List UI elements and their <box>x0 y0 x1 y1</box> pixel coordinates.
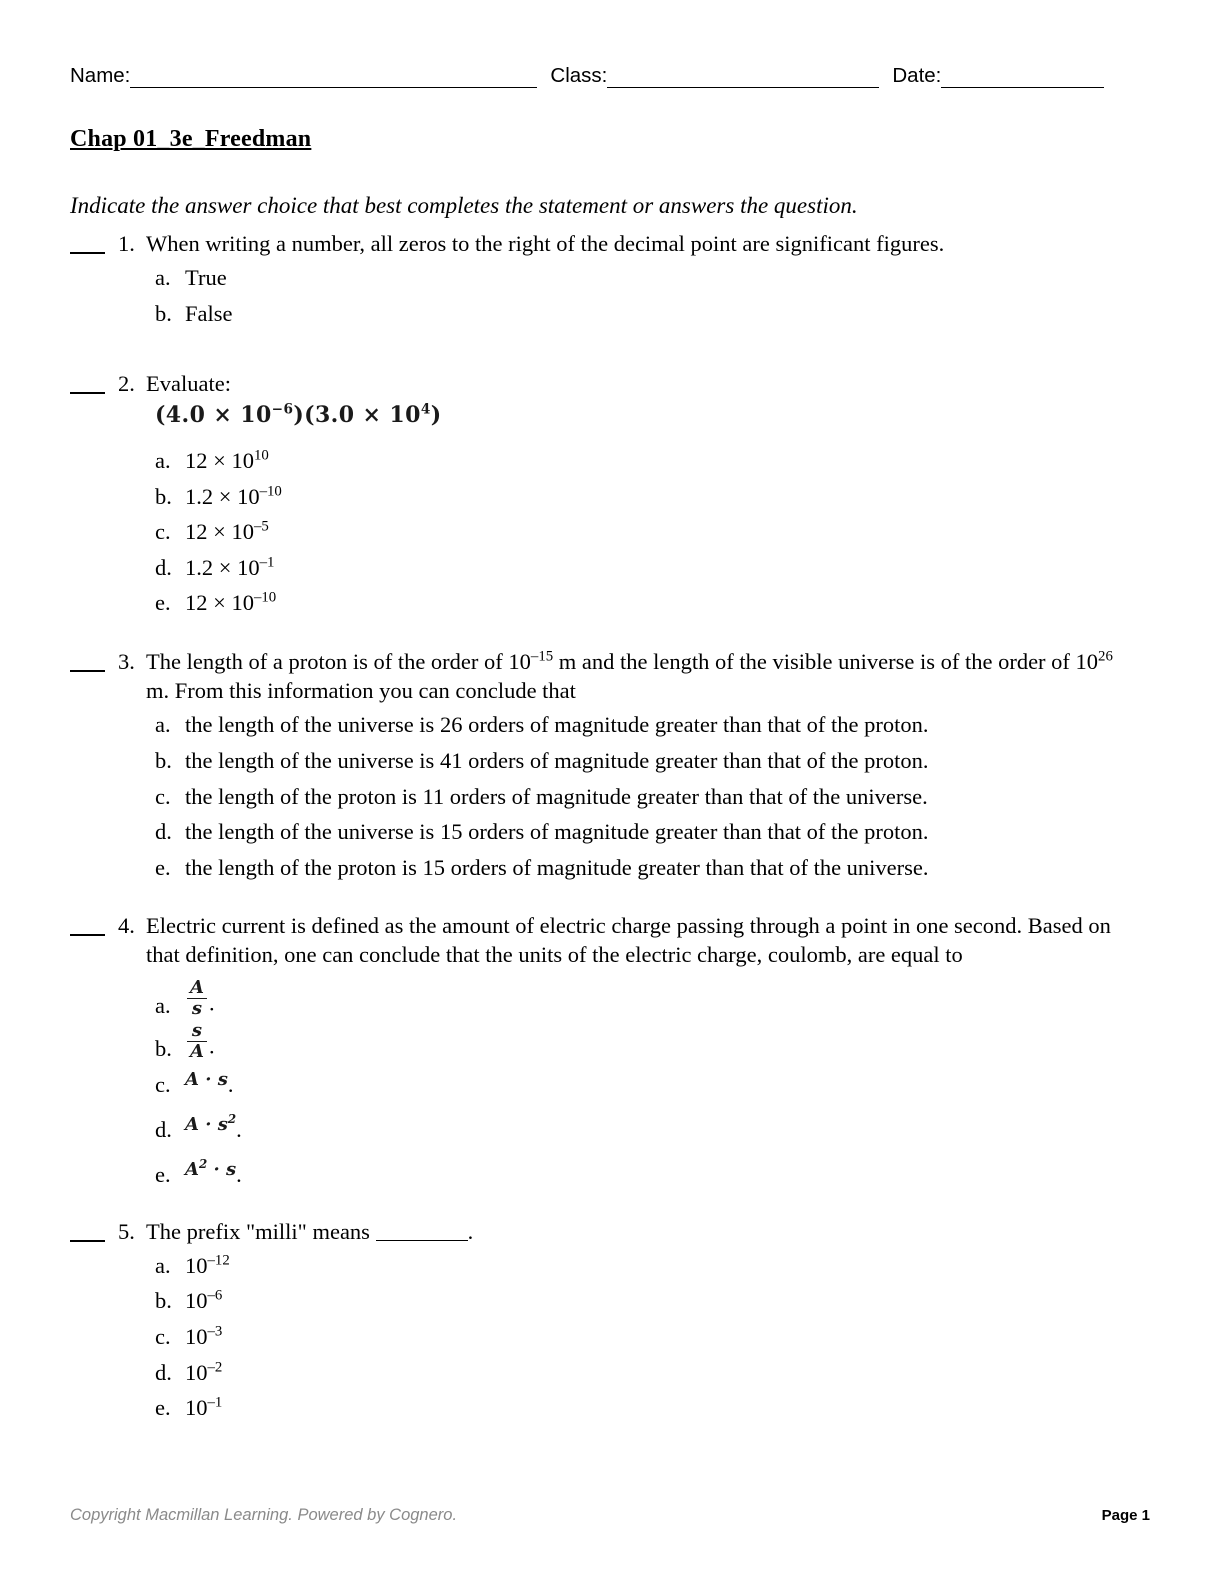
question-5 <box>70 1217 1125 1426</box>
choice-2e[interactable] <box>155 585 1125 621</box>
choice-5b-base: 10 <box>185 1288 208 1314</box>
instruction-text: Indicate the answer choice that best completes the statement or answers the question. <box>70 193 858 218</box>
question-list <box>70 229 1125 1426</box>
page-footer <box>70 1506 1150 1525</box>
choice-2d[interactable] <box>155 550 1125 586</box>
name-label: Name: <box>70 64 131 87</box>
choice-4a-dot: . <box>208 990 215 1016</box>
choice-4a-letter: a. <box>155 992 171 1018</box>
choice-5d-base: 10 <box>185 1359 208 1385</box>
question-2-head <box>70 369 1125 398</box>
q2-expr-exp2: 4 <box>420 401 431 418</box>
choice-2d-value <box>185 550 1125 586</box>
q2-expr-exp1: −6 <box>271 401 294 418</box>
q3-exp1: –15 <box>530 648 554 665</box>
question-2 <box>70 369 1125 621</box>
choice-3d-letter: d. <box>155 819 172 845</box>
choice-2a[interactable] <box>155 443 1125 479</box>
choice-2b[interactable] <box>155 479 1125 515</box>
choice-4a-numerator: A <box>187 979 207 999</box>
q2-expr-open: (4.0 × 10 <box>155 401 272 428</box>
question-3-choices <box>155 707 1125 885</box>
choice-4e-value <box>185 1152 1125 1197</box>
choice-3c[interactable] <box>155 779 1125 815</box>
choice-2c-value <box>185 514 1125 550</box>
choice-3c-text: the length of the proton is 11 orders of magnitude greater than that of the universe. <box>185 783 928 809</box>
page-number: Page 1 <box>1101 1507 1150 1524</box>
q2-expr-close: ) <box>430 401 442 428</box>
choice-5c-base: 10 <box>185 1324 208 1349</box>
question-5-head <box>70 1217 1125 1246</box>
choice-5e-value <box>185 1390 1125 1426</box>
gap-3 <box>70 885 1125 911</box>
question-4-choices <box>155 976 1125 1197</box>
choice-3b-letter: b. <box>155 747 172 773</box>
choice-2c[interactable] <box>155 514 1125 550</box>
choice-4e-base-b: · s <box>207 1158 237 1180</box>
choice-5d-exp: –2 <box>207 1359 223 1376</box>
choice-4d-base: A · s <box>185 1113 228 1135</box>
question-4-number: 4. <box>118 913 135 939</box>
choice-2c-letter: c. <box>155 519 171 545</box>
question-2-expression <box>155 401 1125 430</box>
choice-2b-letter: b. <box>155 483 172 509</box>
class-input-rule[interactable] <box>607 68 879 88</box>
choice-2e-base: 12 × 10 <box>185 590 254 616</box>
choice-5c-letter: c. <box>155 1324 171 1349</box>
answer-blank-2[interactable] <box>70 375 105 394</box>
student-info-header <box>70 66 1150 88</box>
choice-1a-letter: a. <box>155 265 171 291</box>
choice-5e-letter: e. <box>155 1395 171 1421</box>
question-5-number: 5. <box>118 1218 135 1244</box>
question-1-text: When writing a number, all zeros to the right of the decimal point are significant figures. <box>146 231 945 256</box>
choice-5b[interactable] <box>155 1283 1125 1319</box>
choice-3a-letter: a. <box>155 712 171 738</box>
question-4-head <box>70 911 1125 970</box>
choice-4e-base-a: A <box>185 1158 199 1180</box>
choice-2e-letter: e. <box>155 590 171 616</box>
choice-2b-exp: –10 <box>259 483 282 500</box>
choice-2b-base: 1.2 × 10 <box>185 483 260 509</box>
choice-4c[interactable] <box>155 1062 1125 1107</box>
question-2-text: Evaluate: <box>146 371 231 397</box>
page-title: Chap 01_3e_Freedman <box>70 126 312 152</box>
question-2-choices <box>155 443 1125 621</box>
choice-4c-math: A · s <box>185 1068 228 1090</box>
choice-3e[interactable] <box>155 850 1125 886</box>
choice-2a-exp: 10 <box>253 447 269 464</box>
choice-3d-text: the length of the universe is 15 orders of magnitude greater than that of the proton. <box>185 819 929 845</box>
choice-4b[interactable] <box>155 1019 1125 1062</box>
choice-4d-exp: 2 <box>227 1111 237 1126</box>
choice-4b-denominator: A <box>190 1041 204 1063</box>
choice-4a-value <box>185 976 1125 1020</box>
choice-2c-base: 12 × 10 <box>185 519 254 545</box>
q5-text-after: . <box>467 1218 474 1244</box>
choice-3d[interactable] <box>155 814 1125 850</box>
gap-2 <box>70 621 1125 647</box>
choice-5e-base: 10 <box>185 1395 208 1421</box>
q5-fill-blank[interactable] <box>376 1218 468 1240</box>
choice-2e-value <box>185 585 1125 621</box>
question-4 <box>70 911 1125 1197</box>
choice-3b[interactable] <box>155 743 1125 779</box>
question-1-choices <box>155 260 1125 331</box>
answer-blank-1[interactable] <box>70 235 105 254</box>
answer-blank-4[interactable] <box>70 917 105 936</box>
choice-4a-denominator: s <box>191 998 203 1020</box>
gap-4 <box>70 1197 1125 1217</box>
copyright-notice: Copyright Macmillan Learning. Powered by Cognero. <box>70 1506 458 1524</box>
choice-4d-letter: d. <box>155 1116 172 1142</box>
choice-5c-value <box>185 1319 1125 1355</box>
q3-part2: m and the length of the visible universe is of the order of 10 <box>553 648 1099 674</box>
choice-5a-letter: a. <box>155 1252 171 1278</box>
q3-part1: The length of a proton is of the order of 10 <box>146 648 531 674</box>
choice-4e-letter: e. <box>155 1161 171 1187</box>
choice-2e-exp: –10 <box>253 589 277 606</box>
answer-blank-3[interactable] <box>70 653 105 672</box>
choice-5e[interactable] <box>155 1390 1125 1426</box>
choice-3c-letter: c. <box>155 783 171 809</box>
choice-4d[interactable] <box>155 1107 1125 1152</box>
choice-2a-letter: a. <box>155 448 171 474</box>
choice-4c-dot: . <box>227 1071 234 1097</box>
date-label: Date: <box>892 64 942 87</box>
choice-3a-text: the length of the universe is 26 orders of magnitude greater than that of the proton. <box>185 712 929 738</box>
question-1 <box>70 229 1125 331</box>
choice-4c-value <box>185 1062 1125 1107</box>
choice-2d-letter: d. <box>155 554 172 580</box>
choice-3b-text: the length of the universe is 41 orders of magnitude greater than that of the proton. <box>185 747 929 773</box>
question-5-text <box>146 1217 1125 1246</box>
choice-5b-letter: b. <box>155 1288 172 1314</box>
choice-4e[interactable] <box>155 1152 1125 1197</box>
question-5-choices <box>155 1248 1125 1426</box>
choice-5a-value <box>185 1248 1125 1284</box>
choice-2a-base: 12 × 10 <box>185 448 254 474</box>
choice-4b-value <box>185 1019 1125 1063</box>
q3-exp2: 26 <box>1098 648 1113 665</box>
choice-4d-value <box>185 1107 1125 1152</box>
choice-5c-exp: –3 <box>207 1323 223 1340</box>
gap-1 <box>70 331 1125 369</box>
q2-expr-mid: )(3.0 × 10 <box>293 401 421 428</box>
answer-blank-5[interactable] <box>70 1223 105 1242</box>
choice-4d-dot: . <box>236 1116 242 1142</box>
choice-5a-exp: –12 <box>207 1252 230 1269</box>
choice-2b-value <box>185 479 1125 515</box>
choice-1a[interactable] <box>155 260 1125 296</box>
choice-4b-numerator: s <box>187 1022 207 1042</box>
choice-1b[interactable] <box>155 296 1125 332</box>
choice-3e-letter: e. <box>155 854 171 880</box>
question-1-head <box>70 229 1125 258</box>
choice-5b-value <box>185 1283 1125 1319</box>
choice-4b-dot: . <box>208 1033 215 1059</box>
choice-4c-letter: c. <box>155 1071 171 1097</box>
choice-2c-exp: –5 <box>253 518 269 535</box>
choice-5a-base: 10 <box>185 1252 208 1278</box>
choice-5d-value <box>185 1355 1125 1391</box>
choice-4a-fraction <box>185 976 209 1020</box>
question-2-number: 2. <box>118 371 135 397</box>
question-4-text: Electric current is defined as the amount of electric charge passing through a point in one second. Based on that definition, one can conclude that the units of the electric charge, coulomb, are equal to <box>146 913 1111 968</box>
choice-1a-text: True <box>185 265 227 291</box>
choice-2d-base: 1.2 × 10 <box>185 554 260 580</box>
choice-4e-dot: . <box>236 1161 242 1187</box>
choice-4a[interactable] <box>155 976 1125 1019</box>
question-3-number: 3. <box>118 648 135 674</box>
q3-part3: m. From this information you can conclude that <box>146 678 576 704</box>
question-3 <box>70 647 1125 885</box>
choice-1b-letter: b. <box>155 300 172 326</box>
choice-5b-exp: –6 <box>207 1287 223 1304</box>
question-3-head <box>70 647 1125 706</box>
choice-5c[interactable] <box>155 1319 1125 1355</box>
choice-2a-value <box>185 443 1125 479</box>
choice-1b-text: False <box>185 300 233 326</box>
choice-5e-exp: –1 <box>207 1394 223 1411</box>
choice-5a[interactable] <box>155 1248 1125 1284</box>
choice-4e-math <box>185 1152 236 1188</box>
choice-4e-exp-a: 2 <box>198 1156 208 1171</box>
question-1-number: 1. <box>118 231 135 256</box>
name-input-rule[interactable] <box>130 68 537 88</box>
choice-2d-exp: –1 <box>259 554 275 571</box>
question-3-text <box>146 647 1125 706</box>
date-input-rule[interactable] <box>941 68 1104 88</box>
choice-5d-letter: d. <box>155 1359 172 1385</box>
choice-3a[interactable] <box>155 707 1125 743</box>
choice-4d-math <box>185 1107 236 1143</box>
choice-3e-text: the length of the proton is 15 orders of magnitude greater than that of the universe. <box>185 854 929 880</box>
class-label: Class: <box>550 64 608 87</box>
choice-4b-letter: b. <box>155 1035 172 1061</box>
q5-text-before: The prefix "milli" means <box>146 1218 376 1244</box>
choice-5d[interactable] <box>155 1355 1125 1391</box>
choice-4b-fraction <box>185 1019 209 1063</box>
